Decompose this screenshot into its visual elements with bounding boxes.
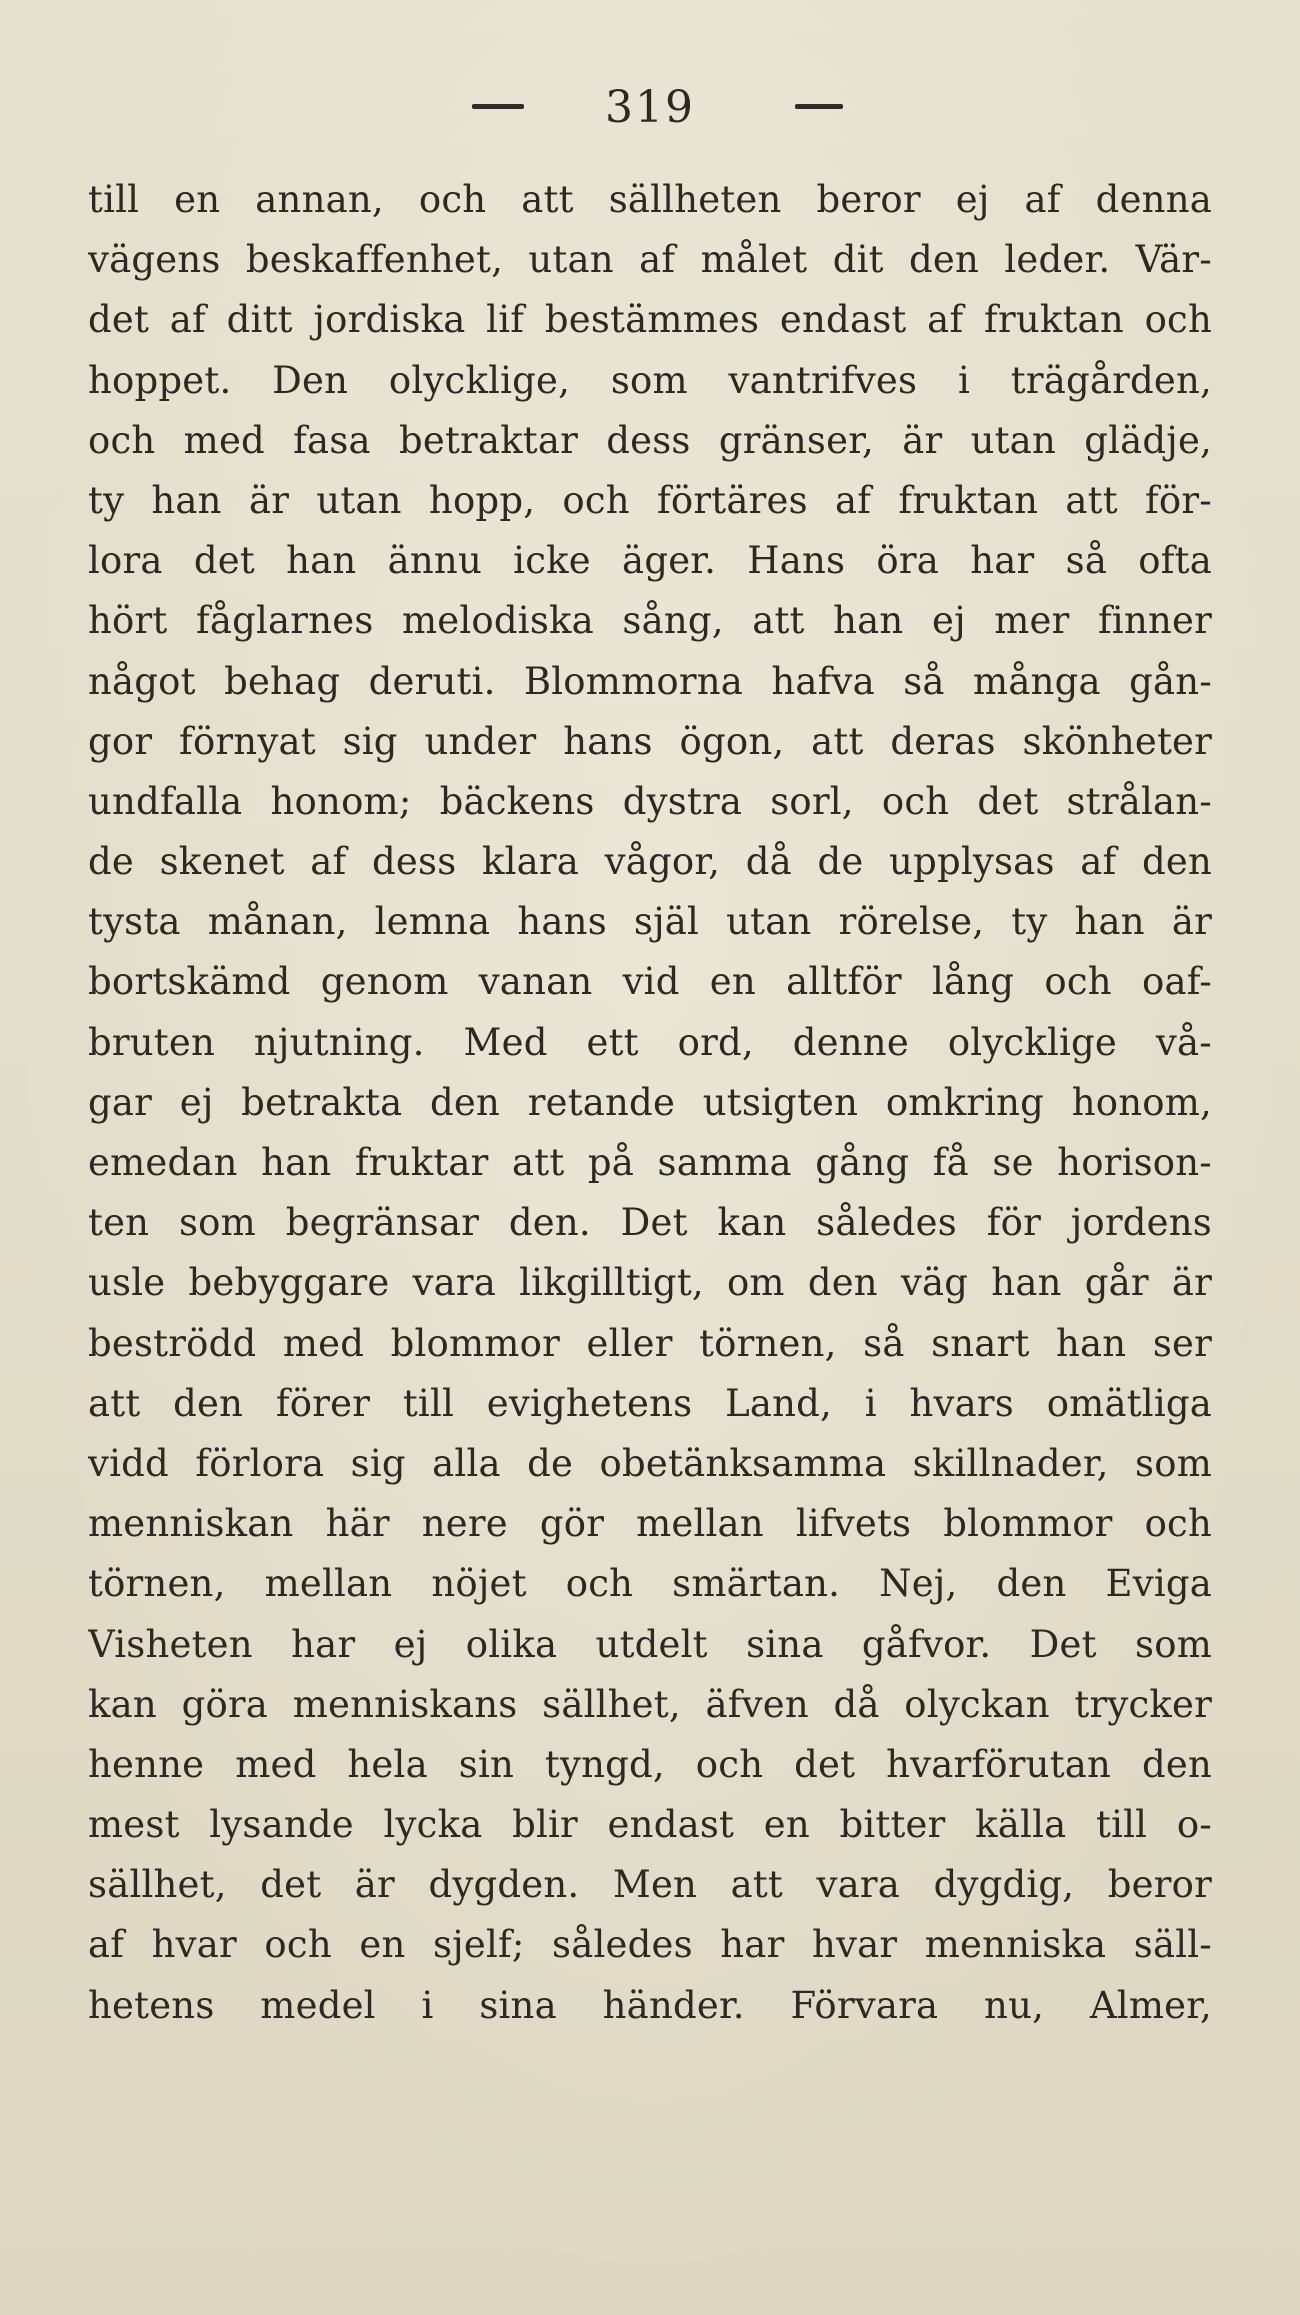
text-line: menniskan här nere gör mellan lifvets blommor och — [88, 1502, 1212, 1546]
text-line: mest lysande lycka blir endast en bitter källa till o- — [88, 1803, 1212, 1847]
page-header — [0, 82, 1300, 142]
text-line: gor förnyat sig under hans ögon, att deras skönheter — [88, 719, 1212, 763]
text-line: kan göra menniskans sällhet, äfven då olyckan trycker — [88, 1682, 1212, 1726]
text-line: ty han är utan hopp, och förtäres af fruktan att för- — [88, 478, 1212, 522]
text-line: henne med hela sin tyngd, och det hvarförutan den — [88, 1742, 1212, 1786]
text-line: till en annan, och att sällheten beror ej af denna — [88, 178, 1212, 221]
text-line: Visheten har ej olika utdelt sina gåfvor. Det som — [88, 1622, 1212, 1666]
text-line: gar ej betrakta den retande utsigten omkring honom, — [88, 1080, 1212, 1124]
text-line: vägens beskaffenhet, utan af målet dit den leder. Vär- — [88, 238, 1212, 282]
text-line: att den förer till evighetens Land, i hvars omätliga — [88, 1381, 1212, 1425]
text-line: törnen, mellan nöjet och smärtan. Nej, den Eviga — [88, 1562, 1212, 1606]
text-line: de skenet af dess klara vågor, då de upplysas af den — [88, 840, 1212, 884]
text-line: usle bebyggare vara likgilltigt, om den väg han går är — [88, 1261, 1212, 1305]
text-line: något behag deruti. Blommorna hafva så många gån- — [88, 659, 1212, 703]
text-line: det af ditt jordiska lif bestämmes endast af fruktan och — [88, 298, 1212, 342]
text-line: hört fåglarnes melodiska sång, att han ej mer finner — [88, 599, 1212, 643]
body-text — [88, 170, 1212, 2036]
text-line: hetens medel i sina händer. Förvara nu, Almer, — [88, 1983, 1212, 2027]
text-line: och med fasa betraktar dess gränser, är utan glädje, — [88, 418, 1212, 462]
text-line: hoppet. Den olycklige, som vantrifves i trägården, — [88, 358, 1212, 402]
text-line: tysta månan, lemna hans själ utan rörelse, ty han är — [88, 900, 1212, 944]
text-line: ten som begränsar den. Det kan således för jordens — [88, 1201, 1212, 1245]
header-dash-left — [472, 104, 524, 109]
text-line: bortskämd genom vanan vid en alltför lång och oaf- — [88, 960, 1212, 1004]
text-line: undfalla honom; bäckens dystra sorl, och det strålan- — [88, 779, 1212, 823]
text-line: af hvar och en sjelf; således har hvar menniska säll- — [88, 1923, 1212, 1967]
text-line: beströdd med blommor eller törnen, så snart han ser — [88, 1321, 1212, 1365]
header-dash-right — [795, 104, 843, 109]
text-line: lora det han ännu icke äger. Hans öra har så ofta — [88, 539, 1212, 583]
page-number: 319 — [605, 82, 695, 133]
text-line: emedan han fruktar att på samma gång få se horison- — [88, 1141, 1212, 1184]
text-line: sällhet, det är dygden. Men att vara dygdig, beror — [88, 1863, 1212, 1907]
text-line: vidd förlora sig alla de obetänksamma skillnader, som — [88, 1441, 1212, 1485]
text-line: bruten njutning. Med ett ord, denne olycklige vå- — [88, 1020, 1212, 1064]
